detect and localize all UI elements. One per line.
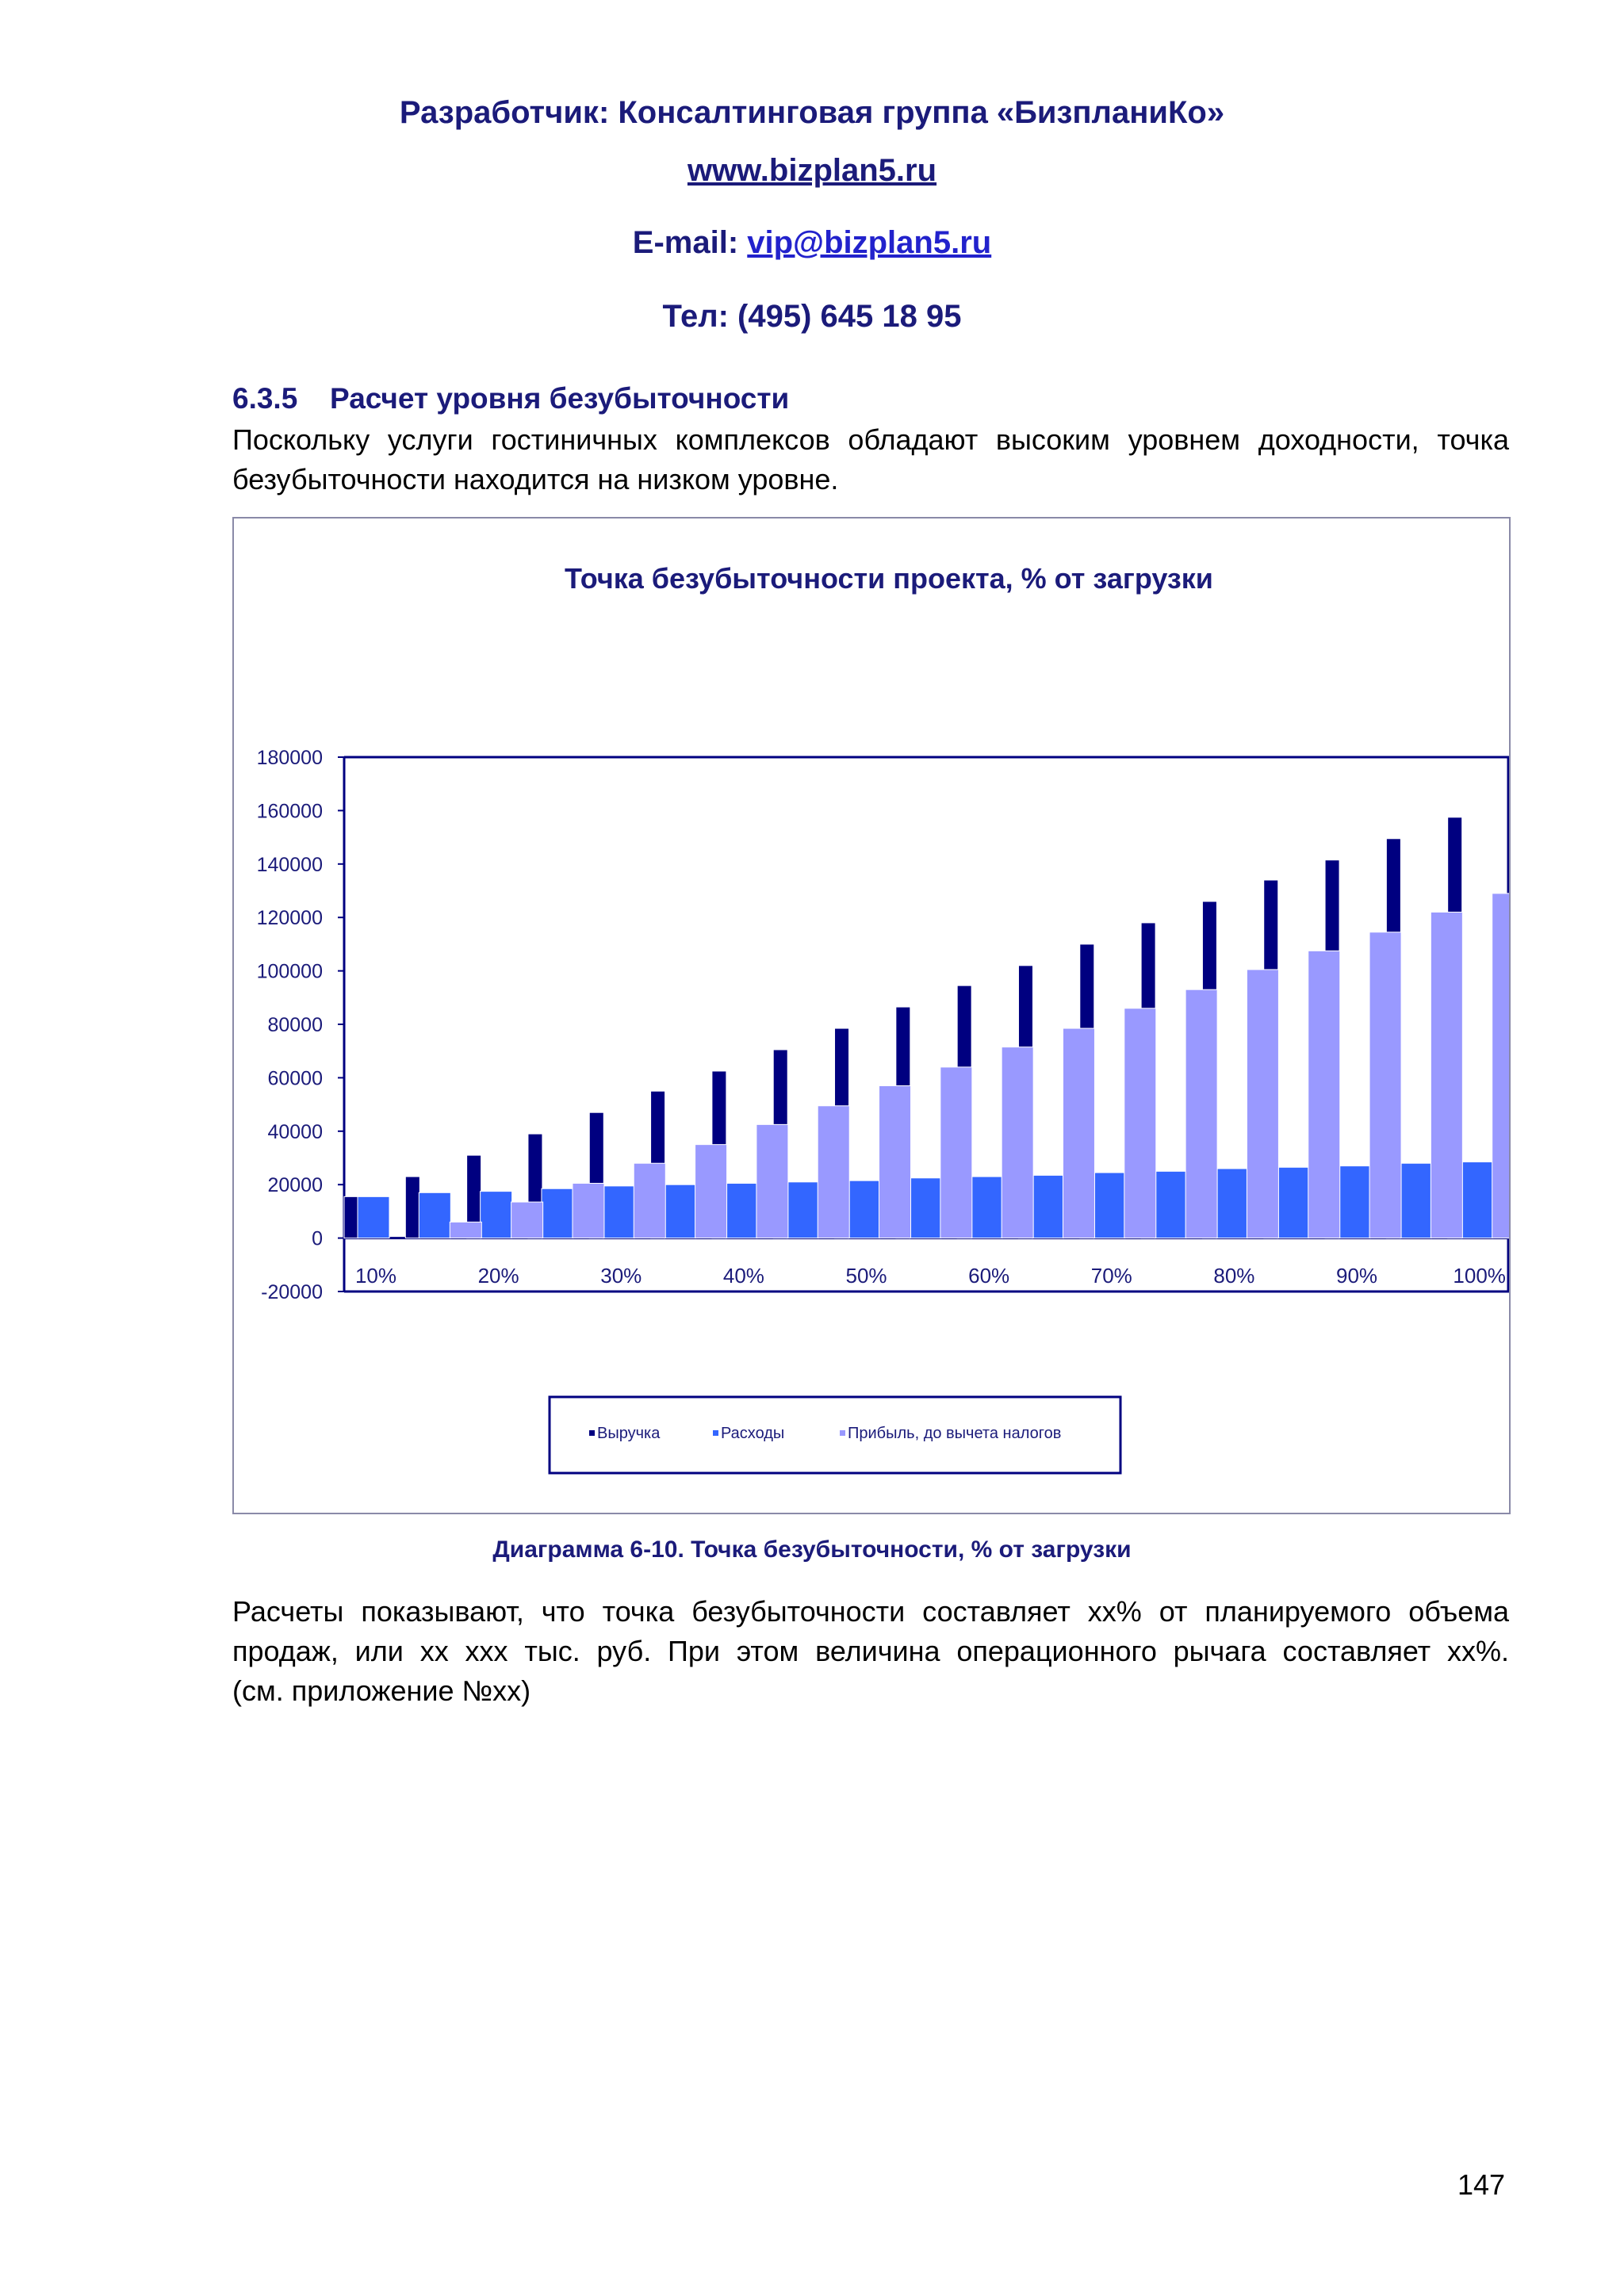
bar-profit <box>879 1086 911 1238</box>
legend-expenses-swatch <box>713 1430 718 1436</box>
bar-profit <box>1124 1008 1156 1238</box>
bar-expenses <box>910 1178 941 1238</box>
chart-frame <box>232 517 1511 1514</box>
email-line <box>0 225 1624 261</box>
bar-profit <box>1002 1047 1033 1238</box>
bar-expenses <box>787 1182 818 1238</box>
y-tick-label: 100000 <box>256 960 323 983</box>
x-tick-label: 80% <box>1213 1264 1255 1288</box>
bar-expenses <box>1339 1166 1370 1238</box>
developer-line: Разработчик: Консалтинговая группа «БизпланиКо» <box>399 95 1225 130</box>
conclusion-line: (см. приложение №хх) <box>232 1674 531 1707</box>
bar-profit <box>1063 1028 1094 1238</box>
chart-title: Точка безубыточности проекта, % от загрузки <box>565 562 1213 595</box>
bar-profit <box>634 1163 665 1238</box>
bar-expenses <box>603 1186 634 1238</box>
section-heading <box>232 382 789 415</box>
email-link[interactable]: vip@bizplan5.ru <box>747 225 992 260</box>
y-tick-label: 160000 <box>256 800 323 823</box>
bar-expenses <box>665 1184 696 1238</box>
legend-expenses-label: Расходы <box>721 1425 785 1442</box>
bar-profit <box>1185 989 1217 1238</box>
email-label: E-mail: <box>632 225 748 260</box>
y-tick-label: -20000 <box>261 1281 323 1303</box>
legend-profit-swatch <box>840 1430 845 1436</box>
bar-profit <box>511 1202 543 1238</box>
page-number: 147 <box>1457 2168 1506 2201</box>
bar-expenses <box>1094 1173 1125 1238</box>
intro-line: безубыточности находится на низком уровне. <box>232 463 839 496</box>
x-tick-label: 50% <box>845 1264 887 1288</box>
website-link[interactable]: www.bizplan5.ru <box>687 153 937 188</box>
section-title: Расчет уровня безубыточности <box>330 382 790 415</box>
legend-revenue-swatch <box>589 1430 595 1436</box>
legend-profit-label: Прибыль, до вычета налогов <box>848 1425 1062 1442</box>
bar-profit <box>1492 894 1509 1238</box>
y-tick-label: 180000 <box>256 747 323 769</box>
bar-profit <box>1369 932 1401 1238</box>
y-tick-label: 80000 <box>267 1014 323 1036</box>
y-tick-label: 60000 <box>267 1067 323 1090</box>
bar-expenses <box>419 1192 450 1238</box>
x-tick-label: 70% <box>1090 1264 1132 1288</box>
conclusion-paragraph <box>232 1592 1509 1711</box>
bar-expenses <box>848 1181 880 1238</box>
y-tick-label: 40000 <box>267 1120 323 1143</box>
legend-revenue-label: Выручка <box>597 1425 661 1442</box>
website-line <box>0 153 1624 189</box>
bar-expenses <box>358 1196 389 1238</box>
bar-profit <box>1308 951 1340 1238</box>
bar-expenses <box>542 1188 573 1238</box>
conclusion-line: Расчеты показывают, что точка безубыточности составляет хх% от планируемого объема <box>232 1595 1509 1628</box>
bar-expenses <box>1400 1163 1431 1238</box>
x-tick-label: 20% <box>477 1264 519 1288</box>
section-number: 6.3.5 <box>232 382 298 415</box>
bar-expenses <box>1216 1169 1247 1238</box>
x-tick-label: 100% <box>1453 1264 1506 1288</box>
bar-expenses <box>1461 1162 1493 1238</box>
x-tick-label: 90% <box>1336 1264 1378 1288</box>
bar-expenses <box>971 1177 1002 1238</box>
bar-expenses <box>1032 1175 1063 1238</box>
figure-caption: Диаграмма 6-10. Точка безубыточности, % от загрузки <box>492 1536 1132 1563</box>
x-tick-label: 30% <box>600 1264 642 1288</box>
bar-expenses <box>726 1184 757 1238</box>
intro-line: Поскольку услуги гостиничных комплексов обладают высоким уровнем доходности, точка <box>232 423 1509 456</box>
conclusion-line: продаж, или хх ххх тыс. руб. При этом величина операционного рычага составляет хх%. <box>232 1635 1509 1667</box>
bar-profit <box>695 1145 727 1238</box>
bar-revenue <box>344 1196 358 1238</box>
y-tick-label: 120000 <box>256 907 323 930</box>
x-tick-label: 10% <box>354 1264 397 1288</box>
intro-paragraph <box>232 420 1509 499</box>
y-tick-label: 20000 <box>267 1174 323 1197</box>
bar-profit <box>573 1184 604 1238</box>
bar-expenses <box>1155 1171 1186 1238</box>
y-tick-label: 140000 <box>256 853 323 876</box>
bar-profit <box>940 1067 972 1238</box>
bar-profit <box>450 1222 481 1238</box>
x-tick-label: 40% <box>722 1264 764 1288</box>
x-tick-label: 60% <box>968 1264 1010 1288</box>
breakeven-chart <box>234 519 1509 1513</box>
bar-profit <box>1431 912 1462 1238</box>
bar-revenue <box>405 1177 419 1238</box>
bar-expenses <box>481 1192 512 1238</box>
bar-profit <box>818 1106 849 1238</box>
bar-expenses <box>1277 1167 1309 1238</box>
y-tick-label: 0 <box>312 1227 323 1250</box>
phone-line: Тел: (495) 645 18 95 <box>662 299 962 334</box>
bar-profit <box>756 1124 788 1238</box>
bar-profit <box>1247 970 1278 1238</box>
